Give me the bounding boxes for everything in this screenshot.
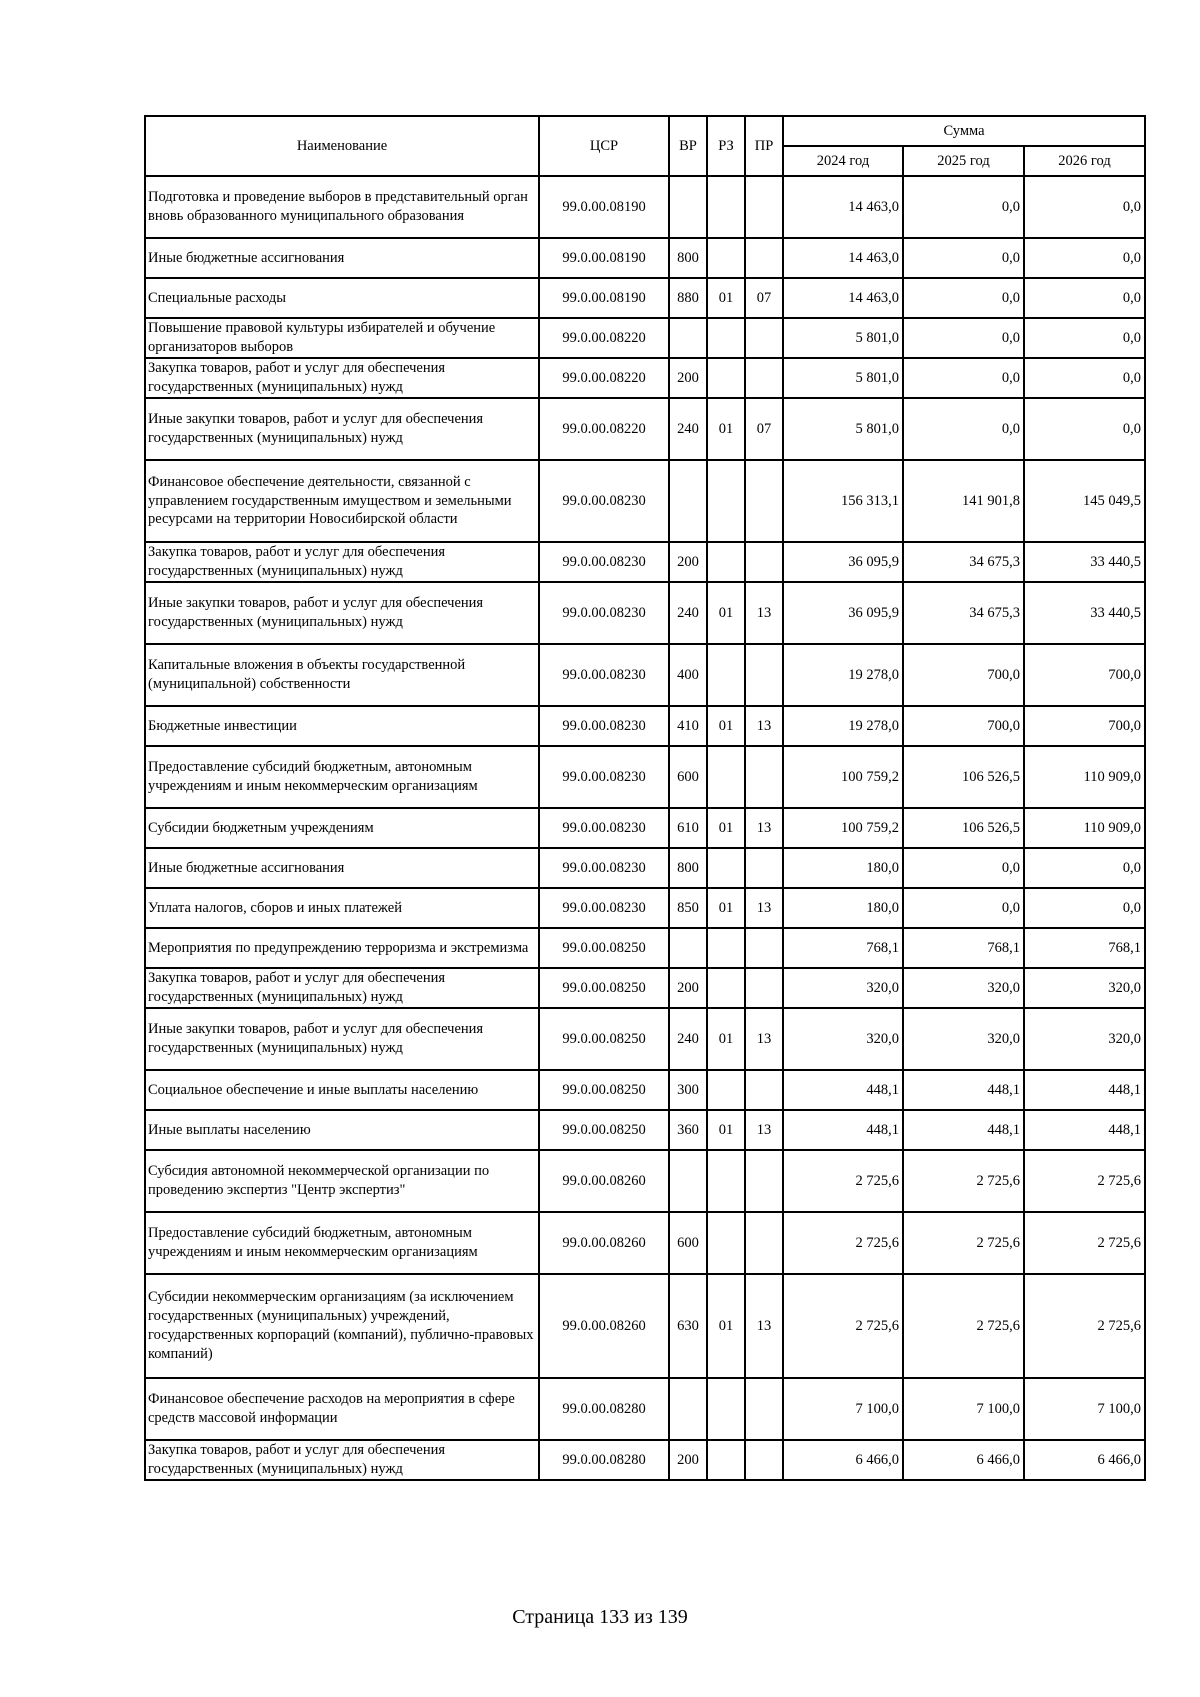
row-csr: 99.0.00.08250	[539, 1070, 669, 1110]
row-sum-2024: 448,1	[783, 1070, 903, 1110]
row-sum-2024: 156 313,1	[783, 460, 903, 542]
table-row	[145, 706, 1145, 746]
row-rz: 01	[707, 278, 745, 318]
row-sum-2026: 700,0	[1024, 644, 1145, 706]
row-pr	[745, 1440, 783, 1480]
row-pr	[745, 1150, 783, 1212]
row-sum-2025: 34 675,3	[903, 582, 1024, 644]
row-csr: 99.0.00.08230	[539, 644, 669, 706]
row-pr: 13	[745, 1110, 783, 1150]
row-rz	[707, 1212, 745, 1274]
row-name: Закупка товаров, работ и услуг для обеспечения государственных (муниципальных) нужд	[145, 542, 539, 582]
table-row	[145, 318, 1145, 358]
row-vr: 200	[669, 358, 707, 398]
row-pr	[745, 1212, 783, 1274]
row-sum-2025: 0,0	[903, 848, 1024, 888]
row-name: Иные выплаты населению	[145, 1110, 539, 1150]
row-vr: 240	[669, 1008, 707, 1070]
row-name: Иные закупки товаров, работ и услуг для обеспечения государственных (муниципальных) нужд	[145, 1008, 539, 1070]
row-sum-2026: 0,0	[1024, 848, 1145, 888]
row-rz	[707, 1440, 745, 1480]
row-sum-2026: 700,0	[1024, 706, 1145, 746]
row-rz	[707, 746, 745, 808]
row-sum-2026: 6 466,0	[1024, 1440, 1145, 1480]
row-pr	[745, 848, 783, 888]
row-rz	[707, 1378, 745, 1440]
row-name: Субсидии бюджетным учреждениям	[145, 808, 539, 848]
row-sum-2024: 14 463,0	[783, 278, 903, 318]
row-csr: 99.0.00.08250	[539, 968, 669, 1008]
row-pr	[745, 542, 783, 582]
row-csr: 99.0.00.08260	[539, 1274, 669, 1378]
row-csr: 99.0.00.08230	[539, 582, 669, 644]
row-sum-2026: 110 909,0	[1024, 808, 1145, 848]
row-sum-2024: 7 100,0	[783, 1378, 903, 1440]
row-name: Иные закупки товаров, работ и услуг для обеспечения государственных (муниципальных) нужд	[145, 398, 539, 460]
row-name: Повышение правовой культуры избирателей и обучение организаторов выборов	[145, 318, 539, 358]
row-csr: 99.0.00.08250	[539, 1008, 669, 1070]
row-rz: 01	[707, 398, 745, 460]
row-sum-2024: 36 095,9	[783, 542, 903, 582]
row-pr	[745, 1070, 783, 1110]
row-sum-2025: 106 526,5	[903, 808, 1024, 848]
row-vr: 200	[669, 968, 707, 1008]
table-body	[145, 176, 1145, 1480]
row-rz	[707, 1150, 745, 1212]
row-csr: 99.0.00.08230	[539, 706, 669, 746]
row-sum-2024: 5 801,0	[783, 358, 903, 398]
row-sum-2024: 2 725,6	[783, 1274, 903, 1378]
row-rz	[707, 542, 745, 582]
row-sum-2026: 110 909,0	[1024, 746, 1145, 808]
row-rz	[707, 176, 745, 238]
row-sum-2024: 14 463,0	[783, 238, 903, 278]
row-pr: 13	[745, 582, 783, 644]
budget-table	[144, 115, 1146, 1481]
header-rz: РЗ	[707, 116, 745, 176]
row-sum-2025: 7 100,0	[903, 1378, 1024, 1440]
row-csr: 99.0.00.08260	[539, 1212, 669, 1274]
row-name: Иные бюджетные ассигнования	[145, 848, 539, 888]
row-csr: 99.0.00.08280	[539, 1378, 669, 1440]
table-row	[145, 542, 1145, 582]
row-name: Финансовое обеспечение расходов на мероприятия в сфере средств массовой информации	[145, 1378, 539, 1440]
row-sum-2026: 0,0	[1024, 278, 1145, 318]
row-vr	[669, 1378, 707, 1440]
header-row-top	[145, 116, 1145, 146]
row-sum-2026: 145 049,5	[1024, 460, 1145, 542]
row-csr: 99.0.00.08190	[539, 278, 669, 318]
table-row	[145, 176, 1145, 238]
row-vr	[669, 318, 707, 358]
row-sum-2025: 320,0	[903, 968, 1024, 1008]
table-row	[145, 1440, 1145, 1480]
row-name: Мероприятия по предупреждению терроризма и экстремизма	[145, 928, 539, 968]
row-sum-2025: 0,0	[903, 238, 1024, 278]
table-row	[145, 460, 1145, 542]
row-sum-2025: 700,0	[903, 706, 1024, 746]
row-sum-2024: 14 463,0	[783, 176, 903, 238]
row-sum-2026: 2 725,6	[1024, 1150, 1145, 1212]
row-name: Закупка товаров, работ и услуг для обеспечения государственных (муниципальных) нужд	[145, 1440, 539, 1480]
row-csr: 99.0.00.08220	[539, 398, 669, 460]
row-vr: 410	[669, 706, 707, 746]
row-pr	[745, 746, 783, 808]
row-sum-2026: 0,0	[1024, 318, 1145, 358]
row-name: Субсидия автономной некоммерческой организации по проведению экспертиз "Центр экспертиз"	[145, 1150, 539, 1212]
row-sum-2026: 0,0	[1024, 358, 1145, 398]
row-vr: 880	[669, 278, 707, 318]
row-pr: 13	[745, 1008, 783, 1070]
row-sum-2026: 33 440,5	[1024, 542, 1145, 582]
row-sum-2025: 0,0	[903, 278, 1024, 318]
table-row	[145, 1110, 1145, 1150]
table-row	[145, 358, 1145, 398]
row-sum-2025: 768,1	[903, 928, 1024, 968]
row-rz	[707, 644, 745, 706]
row-pr	[745, 928, 783, 968]
row-sum-2026: 2 725,6	[1024, 1274, 1145, 1378]
row-vr: 850	[669, 888, 707, 928]
row-rz	[707, 358, 745, 398]
row-sum-2024: 6 466,0	[783, 1440, 903, 1480]
table-row	[145, 1212, 1145, 1274]
row-rz: 01	[707, 1110, 745, 1150]
row-rz	[707, 968, 745, 1008]
row-pr: 13	[745, 1274, 783, 1378]
row-sum-2026: 0,0	[1024, 398, 1145, 460]
row-sum-2025: 2 725,6	[903, 1150, 1024, 1212]
row-pr: 13	[745, 808, 783, 848]
row-sum-2026: 0,0	[1024, 176, 1145, 238]
row-vr: 200	[669, 542, 707, 582]
row-csr: 99.0.00.08250	[539, 1110, 669, 1150]
row-sum-2024: 320,0	[783, 968, 903, 1008]
row-sum-2024: 180,0	[783, 888, 903, 928]
header-year-2025: 2025 год	[903, 146, 1024, 176]
row-pr: 13	[745, 706, 783, 746]
row-rz	[707, 1070, 745, 1110]
row-rz: 01	[707, 1274, 745, 1378]
row-csr: 99.0.00.08250	[539, 928, 669, 968]
row-sum-2025: 2 725,6	[903, 1274, 1024, 1378]
row-sum-2025: 700,0	[903, 644, 1024, 706]
row-sum-2025: 448,1	[903, 1110, 1024, 1150]
row-name: Предоставление субсидий бюджетным, автономным учреждениям и иным некоммерческим организациям	[145, 1212, 539, 1274]
row-sum-2025: 0,0	[903, 318, 1024, 358]
row-name: Предоставление субсидий бюджетным, автономным учреждениям и иным некоммерческим организациям	[145, 746, 539, 808]
row-sum-2025: 141 901,8	[903, 460, 1024, 542]
row-name: Закупка товаров, работ и услуг для обеспечения государственных (муниципальных) нужд	[145, 968, 539, 1008]
row-sum-2024: 19 278,0	[783, 706, 903, 746]
row-sum-2024: 100 759,2	[783, 746, 903, 808]
row-sum-2026: 320,0	[1024, 968, 1145, 1008]
row-vr	[669, 460, 707, 542]
row-vr: 400	[669, 644, 707, 706]
row-sum-2026: 2 725,6	[1024, 1212, 1145, 1274]
table-row	[145, 1008, 1145, 1070]
row-sum-2026: 0,0	[1024, 238, 1145, 278]
row-rz: 01	[707, 706, 745, 746]
row-vr: 300	[669, 1070, 707, 1110]
row-sum-2026: 0,0	[1024, 888, 1145, 928]
row-vr: 800	[669, 238, 707, 278]
row-sum-2025: 0,0	[903, 398, 1024, 460]
row-rz	[707, 928, 745, 968]
row-csr: 99.0.00.08230	[539, 848, 669, 888]
row-name: Уплата налогов, сборов и иных платежей	[145, 888, 539, 928]
row-vr: 240	[669, 398, 707, 460]
row-csr: 99.0.00.08220	[539, 318, 669, 358]
row-sum-2024: 320,0	[783, 1008, 903, 1070]
row-csr: 99.0.00.08190	[539, 176, 669, 238]
header-year-2024: 2024 год	[783, 146, 903, 176]
row-name: Закупка товаров, работ и услуг для обеспечения государственных (муниципальных) нужд	[145, 358, 539, 398]
row-sum-2024: 5 801,0	[783, 398, 903, 460]
row-vr: 240	[669, 582, 707, 644]
row-name: Специальные расходы	[145, 278, 539, 318]
row-sum-2025: 0,0	[903, 176, 1024, 238]
row-name: Субсидии некоммерческим организациям (за исключением государственных (муниципальных) учреждений, государственных корпораций (компаний), публично-правовых компаний)	[145, 1274, 539, 1378]
row-pr	[745, 644, 783, 706]
row-csr: 99.0.00.08230	[539, 888, 669, 928]
table-row	[145, 1274, 1145, 1378]
row-pr	[745, 968, 783, 1008]
row-csr: 99.0.00.08230	[539, 460, 669, 542]
row-csr: 99.0.00.08220	[539, 358, 669, 398]
row-sum-2025: 448,1	[903, 1070, 1024, 1110]
row-sum-2024: 5 801,0	[783, 318, 903, 358]
row-rz: 01	[707, 888, 745, 928]
row-pr	[745, 460, 783, 542]
row-sum-2025: 2 725,6	[903, 1212, 1024, 1274]
row-sum-2026: 448,1	[1024, 1110, 1145, 1150]
row-sum-2025: 6 466,0	[903, 1440, 1024, 1480]
table-row	[145, 278, 1145, 318]
row-pr: 07	[745, 278, 783, 318]
row-csr: 99.0.00.08190	[539, 238, 669, 278]
row-vr: 600	[669, 1212, 707, 1274]
row-sum-2024: 2 725,6	[783, 1150, 903, 1212]
row-sum-2024: 2 725,6	[783, 1212, 903, 1274]
row-csr: 99.0.00.08260	[539, 1150, 669, 1212]
row-sum-2025: 0,0	[903, 888, 1024, 928]
row-rz: 01	[707, 582, 745, 644]
row-rz	[707, 238, 745, 278]
row-vr: 360	[669, 1110, 707, 1150]
row-pr: 13	[745, 888, 783, 928]
table-row	[145, 888, 1145, 928]
row-sum-2024: 768,1	[783, 928, 903, 968]
table-row	[145, 1150, 1145, 1212]
table-row	[145, 1070, 1145, 1110]
table-row	[145, 1378, 1145, 1440]
row-sum-2026: 33 440,5	[1024, 582, 1145, 644]
row-vr	[669, 928, 707, 968]
row-name: Бюджетные инвестиции	[145, 706, 539, 746]
row-name: Иные закупки товаров, работ и услуг для обеспечения государственных (муниципальных) нужд	[145, 582, 539, 644]
header-sum: Сумма	[783, 116, 1145, 146]
table-row	[145, 968, 1145, 1008]
row-rz: 01	[707, 808, 745, 848]
table-row	[145, 808, 1145, 848]
row-pr	[745, 176, 783, 238]
row-vr: 610	[669, 808, 707, 848]
row-sum-2024: 19 278,0	[783, 644, 903, 706]
row-csr: 99.0.00.08230	[539, 808, 669, 848]
row-vr	[669, 176, 707, 238]
page-number: Страница 133 из 139	[512, 1606, 688, 1628]
row-name: Финансовое обеспечение деятельности, связанной с управлением государственным имуществом и земельными ресурсами на территории Новосибирской области	[145, 460, 539, 542]
table-row	[145, 398, 1145, 460]
row-rz	[707, 460, 745, 542]
row-vr: 800	[669, 848, 707, 888]
header-name: Наименование	[145, 116, 539, 176]
row-sum-2024: 36 095,9	[783, 582, 903, 644]
row-sum-2024: 448,1	[783, 1110, 903, 1150]
row-sum-2025: 106 526,5	[903, 746, 1024, 808]
row-sum-2026: 768,1	[1024, 928, 1145, 968]
row-name: Капитальные вложения в объекты государственной (муниципальной) собственности	[145, 644, 539, 706]
header-pr: ПР	[745, 116, 783, 176]
row-sum-2026: 448,1	[1024, 1070, 1145, 1110]
row-pr	[745, 238, 783, 278]
row-vr: 630	[669, 1274, 707, 1378]
row-rz	[707, 848, 745, 888]
row-rz	[707, 318, 745, 358]
row-sum-2024: 100 759,2	[783, 808, 903, 848]
row-pr	[745, 358, 783, 398]
table-row	[145, 928, 1145, 968]
row-vr	[669, 1150, 707, 1212]
table-row	[145, 746, 1145, 808]
row-sum-2026: 7 100,0	[1024, 1378, 1145, 1440]
row-csr: 99.0.00.08280	[539, 1440, 669, 1480]
table-row	[145, 848, 1145, 888]
row-pr: 07	[745, 398, 783, 460]
header-csr: ЦСР	[539, 116, 669, 176]
header-year-2026: 2026 год	[1024, 146, 1145, 176]
row-sum-2024: 180,0	[783, 848, 903, 888]
table-row	[145, 238, 1145, 278]
row-name: Социальное обеспечение и иные выплаты населению	[145, 1070, 539, 1110]
row-vr: 600	[669, 746, 707, 808]
row-rz: 01	[707, 1008, 745, 1070]
row-name: Подготовка и проведение выборов в представительный орган вновь образованного муниципального образования	[145, 176, 539, 238]
row-csr: 99.0.00.08230	[539, 542, 669, 582]
row-name: Иные бюджетные ассигнования	[145, 238, 539, 278]
row-sum-2025: 0,0	[903, 358, 1024, 398]
row-csr: 99.0.00.08230	[539, 746, 669, 808]
row-sum-2025: 320,0	[903, 1008, 1024, 1070]
row-vr: 200	[669, 1440, 707, 1480]
header-vr: ВР	[669, 116, 707, 176]
row-pr	[745, 318, 783, 358]
row-sum-2026: 320,0	[1024, 1008, 1145, 1070]
table-row	[145, 644, 1145, 706]
row-sum-2025: 34 675,3	[903, 542, 1024, 582]
table-row	[145, 582, 1145, 644]
row-pr	[745, 1378, 783, 1440]
